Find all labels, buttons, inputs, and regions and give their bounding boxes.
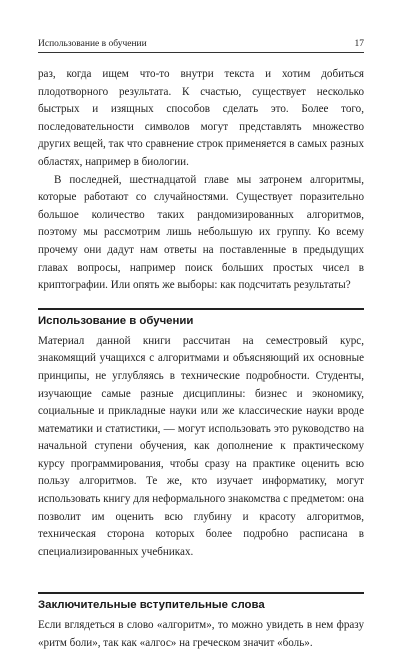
section-usage-in-teaching [38,333,364,562]
page-number: 17 [354,39,364,49]
paragraph-randomized-algorithms: В последней, шестнадцатой главе мы затронем алгоритмы, которые работают со случайностями. Существует поразительно большое количество таких рандомизированных алгоритмов, поэтому мы рассмотрим лишь небольшую их группу. Ко всему прочему они дадут нам ответы на поставленные в предыдущих главах вопросы, например поиск больших простых чисел в криптографии. Или опять же выборы: как подсчитать результаты? [38,173,364,292]
running-head-title: Использование в обучении [38,39,147,49]
section-heading-usage-in-teaching: Использование в обучении [38,308,364,327]
paragraph-algorithm-word: Если вглядеться в слово «алгоритм», то можно увидеть в нем фразу «ритм боли», так как «алгос» на греческом значит «боль». [38,619,364,650]
intro-text [38,66,364,295]
section-closing-words [38,617,364,652]
running-head [38,0,364,53]
paragraph-continued: раз, когда ищем что-то внутри текста и хотим добиться плодотворного результата. К счастью, существует несколько быстрых и изящных способов сделать это. Более того, последовательности символов могут представлять множество других вещей, так что сравнение строк применяется в самых разных областях, например в биологии. [38,68,364,168]
section-heading-closing-words: Заключительные вступительные слова [38,592,364,611]
paragraph-course-material: Материал данной книги рассчитан на семестровый курс, знакомящий учащихся с алгоритмами и объясняющий их основные принципы, не углубляясь в технические подробности. Студенты, изучающие самые разные дисциплины: бизнес и экономику, социальные и прикладные науки или же классические науки вроде математики и статистики, — могут использовать это руководство на начальной ступени обучения, как дополнение к практическому курсу программирования, чтобы сразу на практике оценить всю пользу алгоритмов. Те же, кто изучает информатику, могут использовать книгу для неформального знакомства с предметом: она позволит им оценить всю глубину и красоту алгоритмов, техническая сторона которых более подробно расписана в специализированных учебниках. [38,334,364,558]
